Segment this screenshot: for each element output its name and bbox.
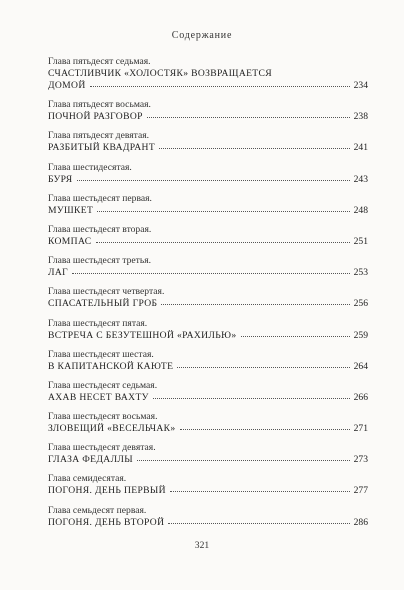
page-number: 241 xyxy=(353,142,368,154)
toc-row xyxy=(48,485,368,497)
toc-entry xyxy=(48,162,368,186)
toc-row xyxy=(48,392,368,404)
chapter-title-continued: ДОМОЙ xyxy=(48,80,86,91)
chapter-number: Глава пятьдесят восьмая. xyxy=(48,99,151,111)
chapter-number: Глава шестьдесят девятая. xyxy=(48,442,156,454)
toc-entry xyxy=(48,130,368,154)
chapter-title: СЧАСТЛИВЧИК «ХОЛОСТЯК» ВОЗВРАЩАЕТСЯ xyxy=(48,68,273,79)
toc-entry xyxy=(48,380,368,404)
dot-leader xyxy=(241,336,350,337)
chapter-title: РАЗБИТЫЙ КВАДРАНТ xyxy=(48,142,156,154)
toc-entry xyxy=(48,411,368,435)
page-number: 251 xyxy=(353,235,368,247)
chapter-title: СПАСАТЕЛЬНЫЙ ГРОБ xyxy=(48,298,158,310)
chapter-title: ПОГОНЯ. ДЕНЬ ПЕРВЫЙ xyxy=(48,485,166,497)
toc-row xyxy=(48,454,368,466)
chapter-number: Глава шестьдесят восьмая. xyxy=(48,411,158,423)
chapter-title: АХАВ НЕСЕТ ВАХТУ xyxy=(48,391,149,403)
toc-entry xyxy=(48,318,368,342)
toc-row xyxy=(48,111,368,123)
dot-leader xyxy=(77,180,350,181)
toc-entry xyxy=(48,505,368,529)
chapter-title: ПОЧНОЙ РАЗГОВОР xyxy=(48,111,143,123)
running-header: Содержание xyxy=(171,30,233,41)
chapter-number: Глава пятьдесят девятая. xyxy=(48,130,150,142)
dot-leader xyxy=(159,148,350,149)
page-number: 234 xyxy=(353,80,368,91)
chapter-title: ЗЛОВЕЩИЙ «ВЕСЕЛЬЧАК» xyxy=(48,423,176,435)
dot-leader xyxy=(72,273,350,274)
chapter-number: Глава семьдесят первая. xyxy=(48,504,147,516)
page-number: 253 xyxy=(353,267,368,279)
chapter-title: МУШКЕТ xyxy=(48,204,94,216)
chapter-title: В КАПИТАНСКОЙ КАЮТЕ xyxy=(48,360,174,372)
toc-entry xyxy=(48,224,368,248)
toc-row xyxy=(48,517,368,529)
toc-row xyxy=(48,267,368,279)
toc-entry xyxy=(48,193,368,217)
chapter-title: ЛАГ xyxy=(48,267,69,279)
toc-entry xyxy=(48,99,368,123)
toc-row xyxy=(48,330,368,342)
dot-leader xyxy=(170,491,350,492)
chapter-number: Глава шестьдесят пятая. xyxy=(48,317,148,329)
chapter-title: ГЛАЗА ФЕДАЛЛЫ xyxy=(48,454,133,466)
dot-leader xyxy=(97,211,349,212)
toc-row xyxy=(48,174,368,186)
chapter-title: БУРЯ xyxy=(48,173,73,185)
page-number: 271 xyxy=(353,423,368,435)
chapter-title: КОМПАС xyxy=(48,235,92,247)
dot-leader xyxy=(161,304,349,305)
page-number: 286 xyxy=(353,516,368,528)
chapter-number: Глава шестьдесят шестая. xyxy=(48,348,154,360)
dot-leader xyxy=(153,398,350,399)
chapter-title: ВСТРЕЧА С БЕЗУТЕШНОЙ «РАХИЛЬЮ» xyxy=(48,329,237,341)
toc-row xyxy=(48,80,368,92)
toc-entry xyxy=(48,473,368,497)
dot-leader xyxy=(168,523,349,524)
chapter-number: Глава пятьдесят седьмая. xyxy=(48,56,151,67)
toc-row xyxy=(48,423,368,435)
toc-row xyxy=(48,236,368,248)
page-number: 259 xyxy=(353,329,368,341)
toc-entry xyxy=(48,442,368,466)
page-footer-number: 321 xyxy=(194,540,210,551)
chapter-number: Глава шестидесятая. xyxy=(48,161,132,173)
chapter-number: Глава семидесятая. xyxy=(48,473,127,485)
page-number: 264 xyxy=(353,360,368,372)
toc-entry xyxy=(48,56,368,92)
table-of-contents xyxy=(48,56,368,536)
chapter-title: ПОГОНЯ. ДЕНЬ ВТОРОЙ xyxy=(48,516,165,528)
toc-row xyxy=(48,298,368,310)
page-number: 266 xyxy=(353,391,368,403)
page-number: 243 xyxy=(353,173,368,185)
chapter-number: Глава шестьдесят первая. xyxy=(48,192,152,204)
toc-row xyxy=(48,361,368,373)
chapter-number: Глава шестьдесят седьмая. xyxy=(48,379,158,391)
page-number: 273 xyxy=(353,454,368,466)
dot-leader xyxy=(147,117,350,118)
toc-row xyxy=(48,142,368,154)
page-number: 238 xyxy=(353,111,368,123)
toc-entry xyxy=(48,255,368,279)
toc-row xyxy=(48,205,368,217)
dot-leader xyxy=(90,86,350,87)
dot-leader xyxy=(180,429,350,430)
page-number: 277 xyxy=(353,485,368,497)
dot-leader xyxy=(96,242,350,243)
toc-entry xyxy=(48,349,368,373)
chapter-number: Глава шестьдесят вторая. xyxy=(48,223,152,235)
dot-leader xyxy=(177,367,349,368)
page-number: 248 xyxy=(353,204,368,216)
chapter-number: Глава шестьдесят третья. xyxy=(48,255,152,267)
toc-entry xyxy=(48,286,368,310)
dot-leader xyxy=(137,460,350,461)
page-number: 256 xyxy=(353,298,368,310)
chapter-number: Глава шестьдесят четвертая. xyxy=(48,286,165,298)
